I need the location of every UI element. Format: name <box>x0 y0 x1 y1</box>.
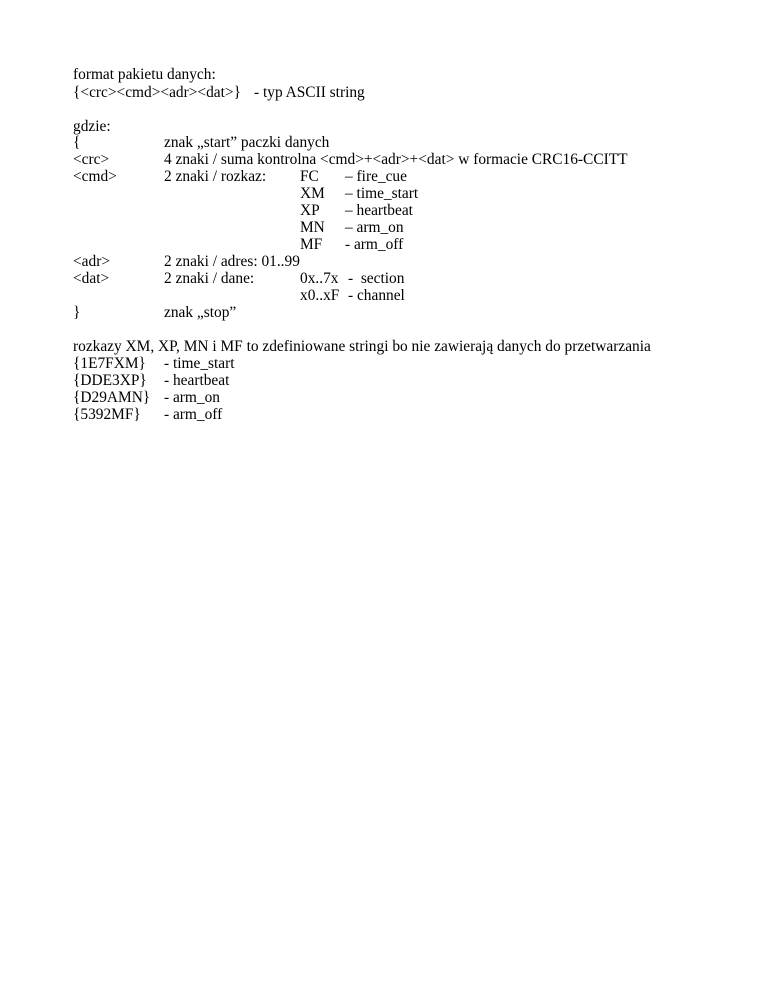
fields-heading: gdzie: <box>73 118 111 135</box>
predefined-meaning: - heartbeat <box>164 372 230 389</box>
field-cmd-tag: <cmd> <box>73 168 117 185</box>
field-open-tag: { <box>73 134 81 151</box>
field-adr-tag: <adr> <box>73 253 111 270</box>
predefined-note: rozkazy XM, XP, MN i MF to zdefiniowane stringi bo nie zawierają danych do przetwarzania <box>73 338 651 355</box>
data-range: 0x..7x <box>300 270 339 287</box>
data-range-meaning: - section <box>348 270 405 287</box>
predefined-meaning: - arm_off <box>164 406 223 423</box>
command-code: MN <box>300 219 325 236</box>
command-meaning: – heartbeat <box>345 202 413 219</box>
command-code: XP <box>300 202 320 219</box>
field-open-desc: znak „start” paczki danych <box>164 134 330 151</box>
predefined-meaning: - arm_on <box>164 389 220 406</box>
predefined-string: {D29AMN} <box>73 389 151 406</box>
document-title: format pakietu danych: <box>73 66 216 83</box>
data-range: x0..xF <box>300 287 340 304</box>
field-cmd-desc: 2 znaki / rozkaz: <box>164 168 267 185</box>
data-range-meaning: - channel <box>348 287 405 304</box>
field-adr-desc: 2 znaki / adres: 01..99 <box>164 253 300 270</box>
predefined-string: {DDE3XP} <box>73 372 147 389</box>
predefined-meaning: - time_start <box>164 355 235 372</box>
command-code: MF <box>300 236 323 253</box>
command-code: XM <box>300 185 325 202</box>
command-meaning: – time_start <box>345 185 419 202</box>
field-dat-tag: <dat> <box>73 270 110 287</box>
predefined-string: {5392MF} <box>73 406 141 423</box>
command-meaning: - arm_off <box>345 236 404 253</box>
field-close-desc: znak „stop” <box>164 304 237 321</box>
field-dat-desc: 2 znaki / dane: <box>164 270 255 287</box>
field-close-tag: } <box>73 304 81 321</box>
predefined-string: {1E7FXM} <box>73 355 146 372</box>
command-meaning: – arm_on <box>345 219 404 236</box>
field-crc-desc: 4 znaki / suma kontrolna <cmd>+<adr>+<dat> w formacie CRC16-CCITT <box>164 151 628 168</box>
command-code: FC <box>300 168 319 185</box>
packet-format: {<crc><cmd><adr><dat>} <box>73 84 241 101</box>
field-crc-tag: <crc> <box>73 151 110 168</box>
command-meaning: – fire_cue <box>345 168 407 185</box>
packet-format-note: - typ ASCII string <box>254 84 365 101</box>
